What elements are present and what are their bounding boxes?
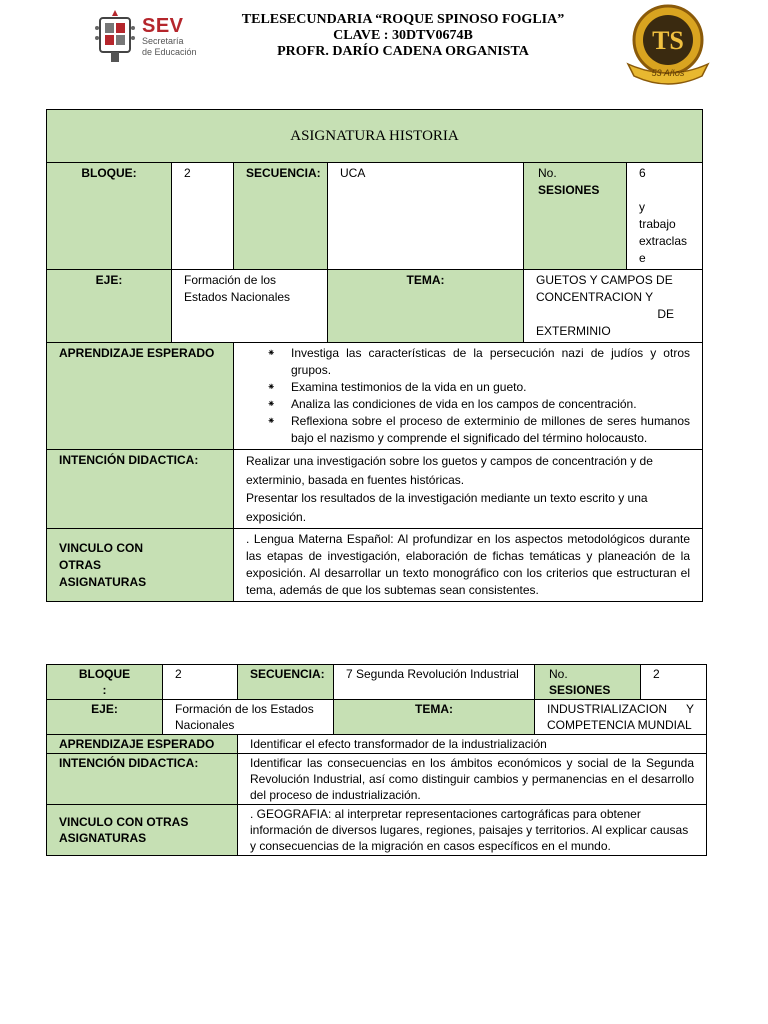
veracruz-shield-icon xyxy=(94,8,136,66)
bloque-value: 2 xyxy=(172,163,234,270)
badge-text: 53 Años xyxy=(651,68,685,78)
aprendizaje-item: ⁕ Analiza las condiciones de vida en los campos de concentración. xyxy=(291,396,690,413)
aprendizaje-value: Identificar el efecto transformador de la industrialización xyxy=(238,735,707,754)
intencion-label: INTENCIÓN DIDACTICA: xyxy=(47,450,234,529)
tema-value xyxy=(524,270,703,343)
sesiones-number: 6 xyxy=(639,166,646,180)
tema-line-1: GUETOS Y CAMPOS DE xyxy=(536,273,673,287)
tema-line-3: DE xyxy=(657,307,674,321)
vinculo-value: . GEOGRAFIA: al interpretar representaciones cartográficas para obtener información de diversos lugares, regiones, paisajes y territorios. Al explicar causas y consecuencias de la migración en casos específicos en el mundo. xyxy=(238,805,707,856)
bloque-label: BLOQUE: xyxy=(47,163,172,270)
bloque-value: 2 xyxy=(163,665,238,700)
tema-line-2: CONCENTRACION Y xyxy=(536,290,654,304)
eje-label: EJE: xyxy=(47,270,172,343)
sesiones-value: 2 xyxy=(641,665,707,700)
vinculo-label xyxy=(47,805,238,856)
secuencia-value: UCA xyxy=(328,163,524,270)
bloque-label-line: : xyxy=(102,683,107,697)
sev-subtitle-1: Secretaría xyxy=(142,36,184,46)
vinculo-label-line: ASIGNATURAS xyxy=(59,574,147,589)
sesiones-label-pre: No. xyxy=(549,667,568,681)
bloque-label-line: BLOQUE xyxy=(78,667,131,681)
bloque-label xyxy=(47,665,163,700)
tema-label: TEMA: xyxy=(328,270,524,343)
intencion-paragraph-2: Presentar los resultados de la investigación mediante un texto escrito y una exposición. xyxy=(246,491,648,524)
intencion-value xyxy=(234,450,703,529)
table-title: ASIGNATURA HISTORIA xyxy=(47,110,703,163)
document-header xyxy=(0,0,768,100)
aprendizaje-label: APRENDIZAJE ESPERADO xyxy=(47,735,238,754)
intencion-label: INTENCIÓN DIDACTICA: xyxy=(47,754,238,805)
sesiones-label-bold: SESIONES xyxy=(538,183,600,197)
vinculo-label-line: OTRAS xyxy=(59,557,101,572)
badge-initials: TS xyxy=(652,26,684,55)
school-info xyxy=(180,12,626,60)
secuencia-label: SECUENCIA: xyxy=(238,665,334,700)
sesiones-label-bold: SESIONES xyxy=(549,683,611,697)
sesiones-value xyxy=(627,163,703,270)
aprendizaje-value xyxy=(234,343,703,450)
sesiones-extra-4: e xyxy=(639,251,646,265)
vinculo-value: . Lengua Materna Español: Al profundizar en los aspectos metodológicos durante las etapas de investigación, elaboración de fichas temáticas y planeación de la exposición. Al desarrollar un texto monográfico con los criterios que estructuran el tema, además de que los subtemas sean consistentes. xyxy=(234,529,703,602)
aprendizaje-label: APRENDIZAJE ESPERADO xyxy=(47,343,234,450)
secuencia-value: 7 Segunda Revolución Industrial xyxy=(334,665,535,700)
sev-subtitle-2: de Educación xyxy=(142,47,197,57)
vinculo-label-line: VINCULO CON xyxy=(59,540,143,555)
sesiones-extra-1: y xyxy=(639,200,645,214)
eje-value: Formación de los Estados Nacionales xyxy=(172,270,328,343)
sev-brand-text: SEV xyxy=(142,15,184,37)
vinculo-label xyxy=(47,529,234,602)
sesiones-label xyxy=(535,665,641,700)
sesiones-label-pre: No. xyxy=(538,166,557,180)
school-name: TELESECUNDARIA “ROQUE SPINOSO FOGLIA” xyxy=(241,12,565,27)
eje-value: Formación de los Estados Nacionales xyxy=(163,700,334,735)
tema-label: TEMA: xyxy=(334,700,535,735)
eje-label: EJE: xyxy=(47,700,163,735)
intencion-value: Identificar las consecuencias en los ámbitos económicos y social de la Segunda Revolución Industrial, así como distinguir cambios y permanencias en el desarrollo del proceso de industrialización. xyxy=(238,754,707,805)
secuencia-label: SECUENCIA: xyxy=(234,163,328,270)
tema-value: INDUSTRIALIZACION Y COMPETENCIA MUNDIAL xyxy=(535,700,707,735)
vinculo-label-line: ASIGNATURAS xyxy=(59,831,147,845)
sesiones-extra-3: extraclas xyxy=(639,234,688,248)
aprendizaje-item: ⁕ Reflexiona sobre el proceso de exterminio de millones de seres humanos bajo el nazismo y comprende el significado del término holocausto. xyxy=(291,413,690,447)
vinculo-label-line: VINCULO CON OTRAS xyxy=(59,815,189,829)
historia-table xyxy=(46,109,703,602)
aprendizaje-item: ⁕ Examina testimonios de la vida en un gueto. xyxy=(291,379,690,396)
sesiones-extra-2: trabajo xyxy=(639,217,676,231)
teacher-name: PROFR. DARÍO CADENA ORGANISTA xyxy=(277,44,529,59)
tema-line-4: EXTERMINIO xyxy=(536,324,611,338)
revolucion-table xyxy=(46,664,707,856)
aprendizaje-list xyxy=(246,345,690,447)
school-clave: CLAVE : 30DTV0674B xyxy=(333,28,473,43)
anniversary-badge-icon xyxy=(622,2,714,88)
aprendizaje-item: ⁕ Investiga las características de la persecución nazi de judíos y otros grupos. xyxy=(291,345,690,379)
sesiones-label xyxy=(524,163,627,270)
intencion-paragraph-1: Realizar una investigación sobre los guetos y campos de concentración y de exterminio, basada en fuentes históricas. xyxy=(246,454,653,487)
